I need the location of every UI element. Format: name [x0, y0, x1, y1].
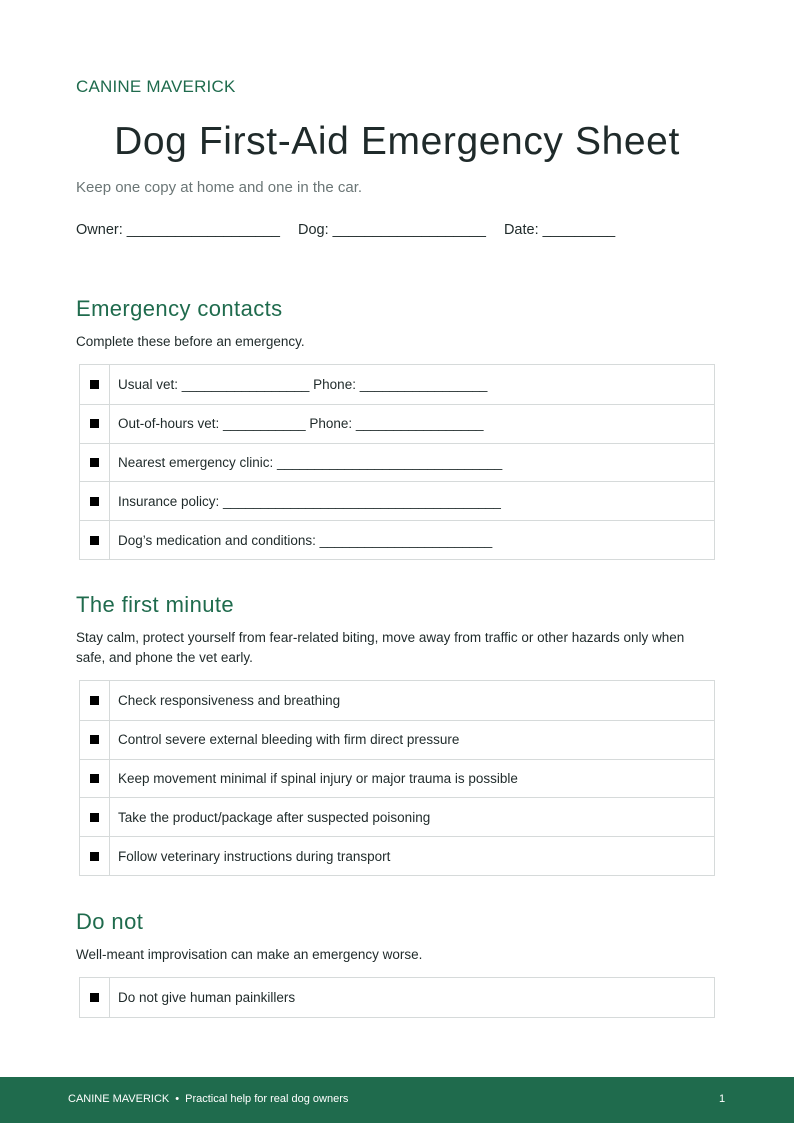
- date-field[interactable]: Date: _________: [503, 222, 616, 238]
- page-subtitle: Keep one copy at home and one in the car.: [76, 179, 363, 196]
- checklist-row: [80, 978, 714, 1017]
- section-intro-first-minute: Stay calm, protect yourself from fear-related biting, move away from traffic or other hazards only when safe, and phone the vet early.: [76, 630, 685, 665]
- checkbox[interactable]: [80, 521, 110, 559]
- footer-info: [68, 1093, 348, 1105]
- checkbox-square-icon: [90, 993, 99, 1002]
- checkbox-square-icon: [90, 458, 99, 467]
- checkbox-square-icon: [90, 536, 99, 545]
- owner-dog-date-fields: [76, 222, 629, 238]
- checkbox[interactable]: [80, 681, 110, 720]
- footer-tagline: Practical help for real dog owners: [185, 1093, 349, 1105]
- checklist-item-text: Keep movement minimal if spinal injury or major trauma is possible: [118, 770, 518, 786]
- footer-separator: •: [175, 1093, 180, 1105]
- checkbox[interactable]: [80, 837, 110, 875]
- checklist-item-text: Insurance policy: _____________________________________: [118, 493, 501, 509]
- checkbox-square-icon: [90, 380, 99, 389]
- checklist-item-text: Do not give human painkillers: [118, 989, 296, 1005]
- checkbox-square-icon: [90, 813, 99, 822]
- checklist-emergency-contacts: [79, 364, 715, 560]
- checklist-row: [80, 443, 714, 482]
- checkbox[interactable]: [80, 405, 110, 443]
- checkbox-square-icon: [90, 419, 99, 428]
- checkbox[interactable]: [80, 365, 110, 404]
- checkbox-square-icon: [90, 852, 99, 861]
- checklist-item-text: Nearest emergency clinic: ______________________________: [118, 454, 503, 470]
- checkbox[interactable]: [80, 444, 110, 482]
- checkbox[interactable]: [80, 798, 110, 836]
- checkbox[interactable]: [80, 978, 110, 1017]
- checklist-do-not: [79, 977, 715, 1018]
- checkbox-square-icon: [90, 735, 99, 744]
- checklist-item-text: Check responsiveness and breathing: [118, 692, 341, 708]
- page-title: Dog First-Aid Emergency Sheet: [114, 120, 680, 163]
- section-title-do-not: Do not: [76, 909, 144, 934]
- dog-field[interactable]: Dog: ___________________: [298, 222, 486, 238]
- checklist-first-minute: [79, 680, 715, 876]
- page-number: 1: [719, 1093, 726, 1105]
- checklist-item-text: Dog’s medication and conditions: _______________________: [118, 532, 493, 548]
- checkbox[interactable]: [80, 721, 110, 759]
- checklist-row: [80, 481, 714, 520]
- checkbox-square-icon: [90, 774, 99, 783]
- checkbox[interactable]: [80, 482, 110, 520]
- page-footer: [0, 1077, 794, 1123]
- checklist-row: [80, 759, 714, 798]
- checklist-row: [80, 681, 714, 720]
- checklist-item-text: Usual vet: _________________ Phone: _________________: [118, 376, 488, 392]
- section-title-emergency-contacts: Emergency contacts: [76, 296, 283, 321]
- brand-name: CANINE MAVERICK: [76, 77, 236, 96]
- checkbox[interactable]: [80, 760, 110, 798]
- checklist-row: [80, 797, 714, 836]
- checklist-row: [80, 836, 714, 875]
- checklist-row: [80, 404, 714, 443]
- checklist-row: [80, 720, 714, 759]
- checklist-item-text: Follow veterinary instructions during transport: [118, 848, 391, 864]
- section-intro-emergency-contacts: Complete these before an emergency.: [76, 334, 305, 349]
- checklist-item-text: Out-of-hours vet: ___________ Phone: _________________: [118, 416, 484, 432]
- owner-field[interactable]: Owner: ___________________: [76, 222, 280, 238]
- section-title-first-minute: The first minute: [76, 592, 235, 617]
- checklist-row: [80, 365, 714, 404]
- section-intro-do-not: Well-meant improvisation can make an emergency worse.: [76, 947, 423, 962]
- footer-brand: CANINE MAVERICK: [68, 1093, 170, 1105]
- checkbox-square-icon: [90, 497, 99, 506]
- checkbox-square-icon: [90, 696, 99, 705]
- checklist-item-text: Control severe external bleeding with firm direct pressure: [118, 732, 460, 748]
- checklist-row: [80, 520, 714, 559]
- checklist-item-text: Take the product/package after suspected poisoning: [118, 809, 431, 825]
